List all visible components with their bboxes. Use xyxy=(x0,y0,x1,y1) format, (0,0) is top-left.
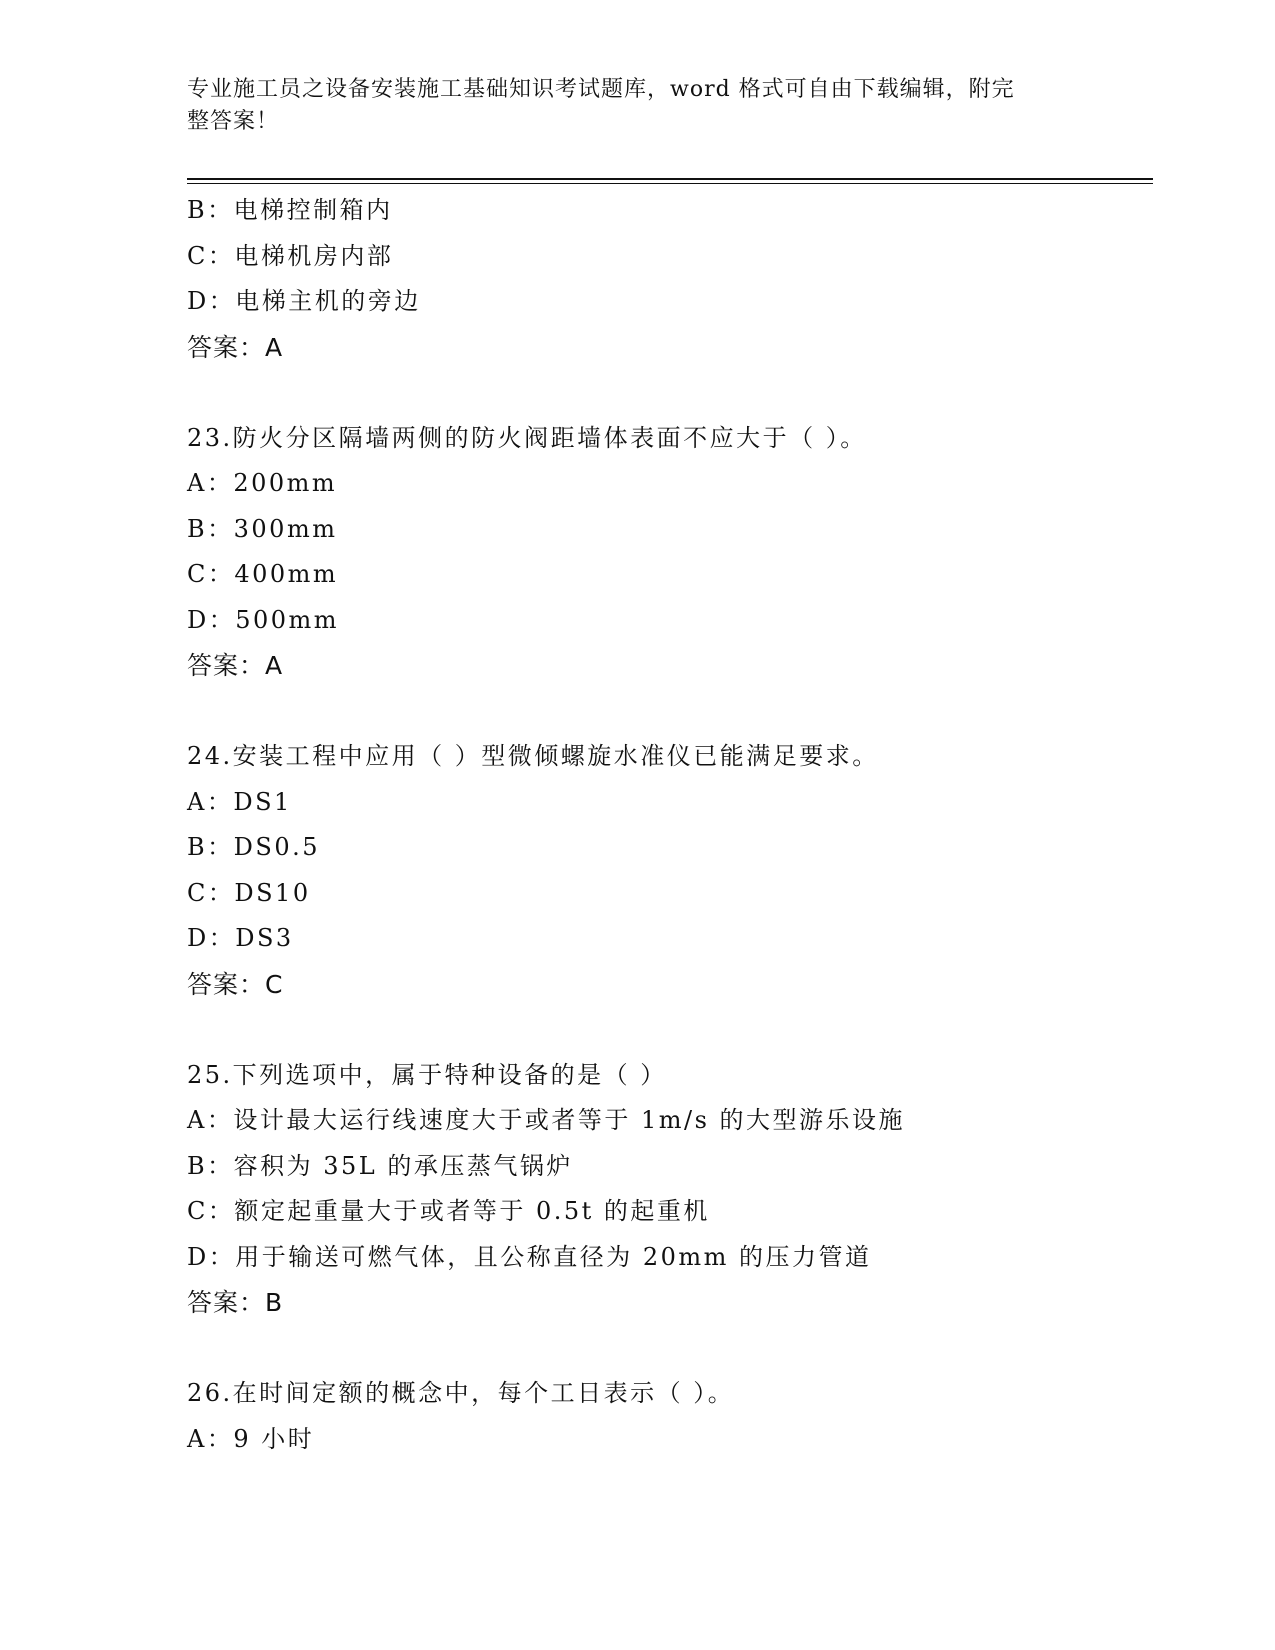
question-26 xyxy=(187,1371,1153,1462)
question-text: 26.在时间定额的概念中，每个工日表示（ ）。 xyxy=(187,1379,735,1407)
option-c: C：400mm xyxy=(187,560,339,588)
header-divider-thin xyxy=(187,183,1153,184)
option-b: B：电梯控制箱内 xyxy=(187,196,393,224)
question-22 xyxy=(187,188,1153,370)
option-c: C：额定起重量大于或者等于 0.5t 的起重机 xyxy=(187,1197,710,1225)
option-b: B：DS0.5 xyxy=(187,833,320,861)
spacer xyxy=(187,689,1153,735)
option-a: A：9 小时 xyxy=(187,1424,315,1453)
option-d: D：500mm xyxy=(187,605,340,634)
question-23 xyxy=(187,416,1153,689)
option-b: B：300mm xyxy=(187,514,338,543)
question-text: 24.安装工程中应用（ ）型微倾螺旋水准仪已能满足要求。 xyxy=(187,742,879,770)
option-b: B：容积为 35L 的承压蒸气锅炉 xyxy=(187,1151,573,1180)
answer: 答案：B xyxy=(187,1288,284,1317)
question-text: 23.防火分区隔墙两侧的防火阀距墙体表面不应大于（ ）。 xyxy=(187,423,867,452)
spacer xyxy=(187,370,1153,416)
option-d: D：电梯主机的旁边 xyxy=(187,287,421,315)
option-c: C：电梯机房内部 xyxy=(187,241,394,270)
option-a: A：设计最大运行线速度大于或者等于 1m/s 的大型游乐设施 xyxy=(187,1106,906,1134)
question-25 xyxy=(187,1053,1153,1326)
answer: 答案：A xyxy=(187,651,284,680)
option-a: A：200mm xyxy=(187,469,338,497)
question-list xyxy=(187,188,1153,1462)
header-divider-thick xyxy=(187,178,1153,180)
spacer xyxy=(187,1326,1153,1372)
option-d: D：用于输送可燃气体，且公称直径为 20mm 的压力管道 xyxy=(187,1242,872,1271)
option-a: A：DS1 xyxy=(187,787,292,816)
answer: 答案：C xyxy=(187,969,284,999)
spacer xyxy=(187,1007,1153,1053)
document-header xyxy=(187,74,1067,138)
option-d: D：DS3 xyxy=(187,924,294,952)
header-title-line-2: 整答案！ xyxy=(187,109,280,134)
question-24 xyxy=(187,734,1153,1007)
answer: 答案：A xyxy=(187,332,284,362)
question-text: 25.下列选项中，属于特种设备的是（ ） xyxy=(187,1060,667,1089)
option-c: C：DS10 xyxy=(187,878,311,907)
header-title-line-1: 专业施工员之设备安装施工基础知识考试题库，word 格式可自由下载编辑，附完 xyxy=(187,77,1015,102)
